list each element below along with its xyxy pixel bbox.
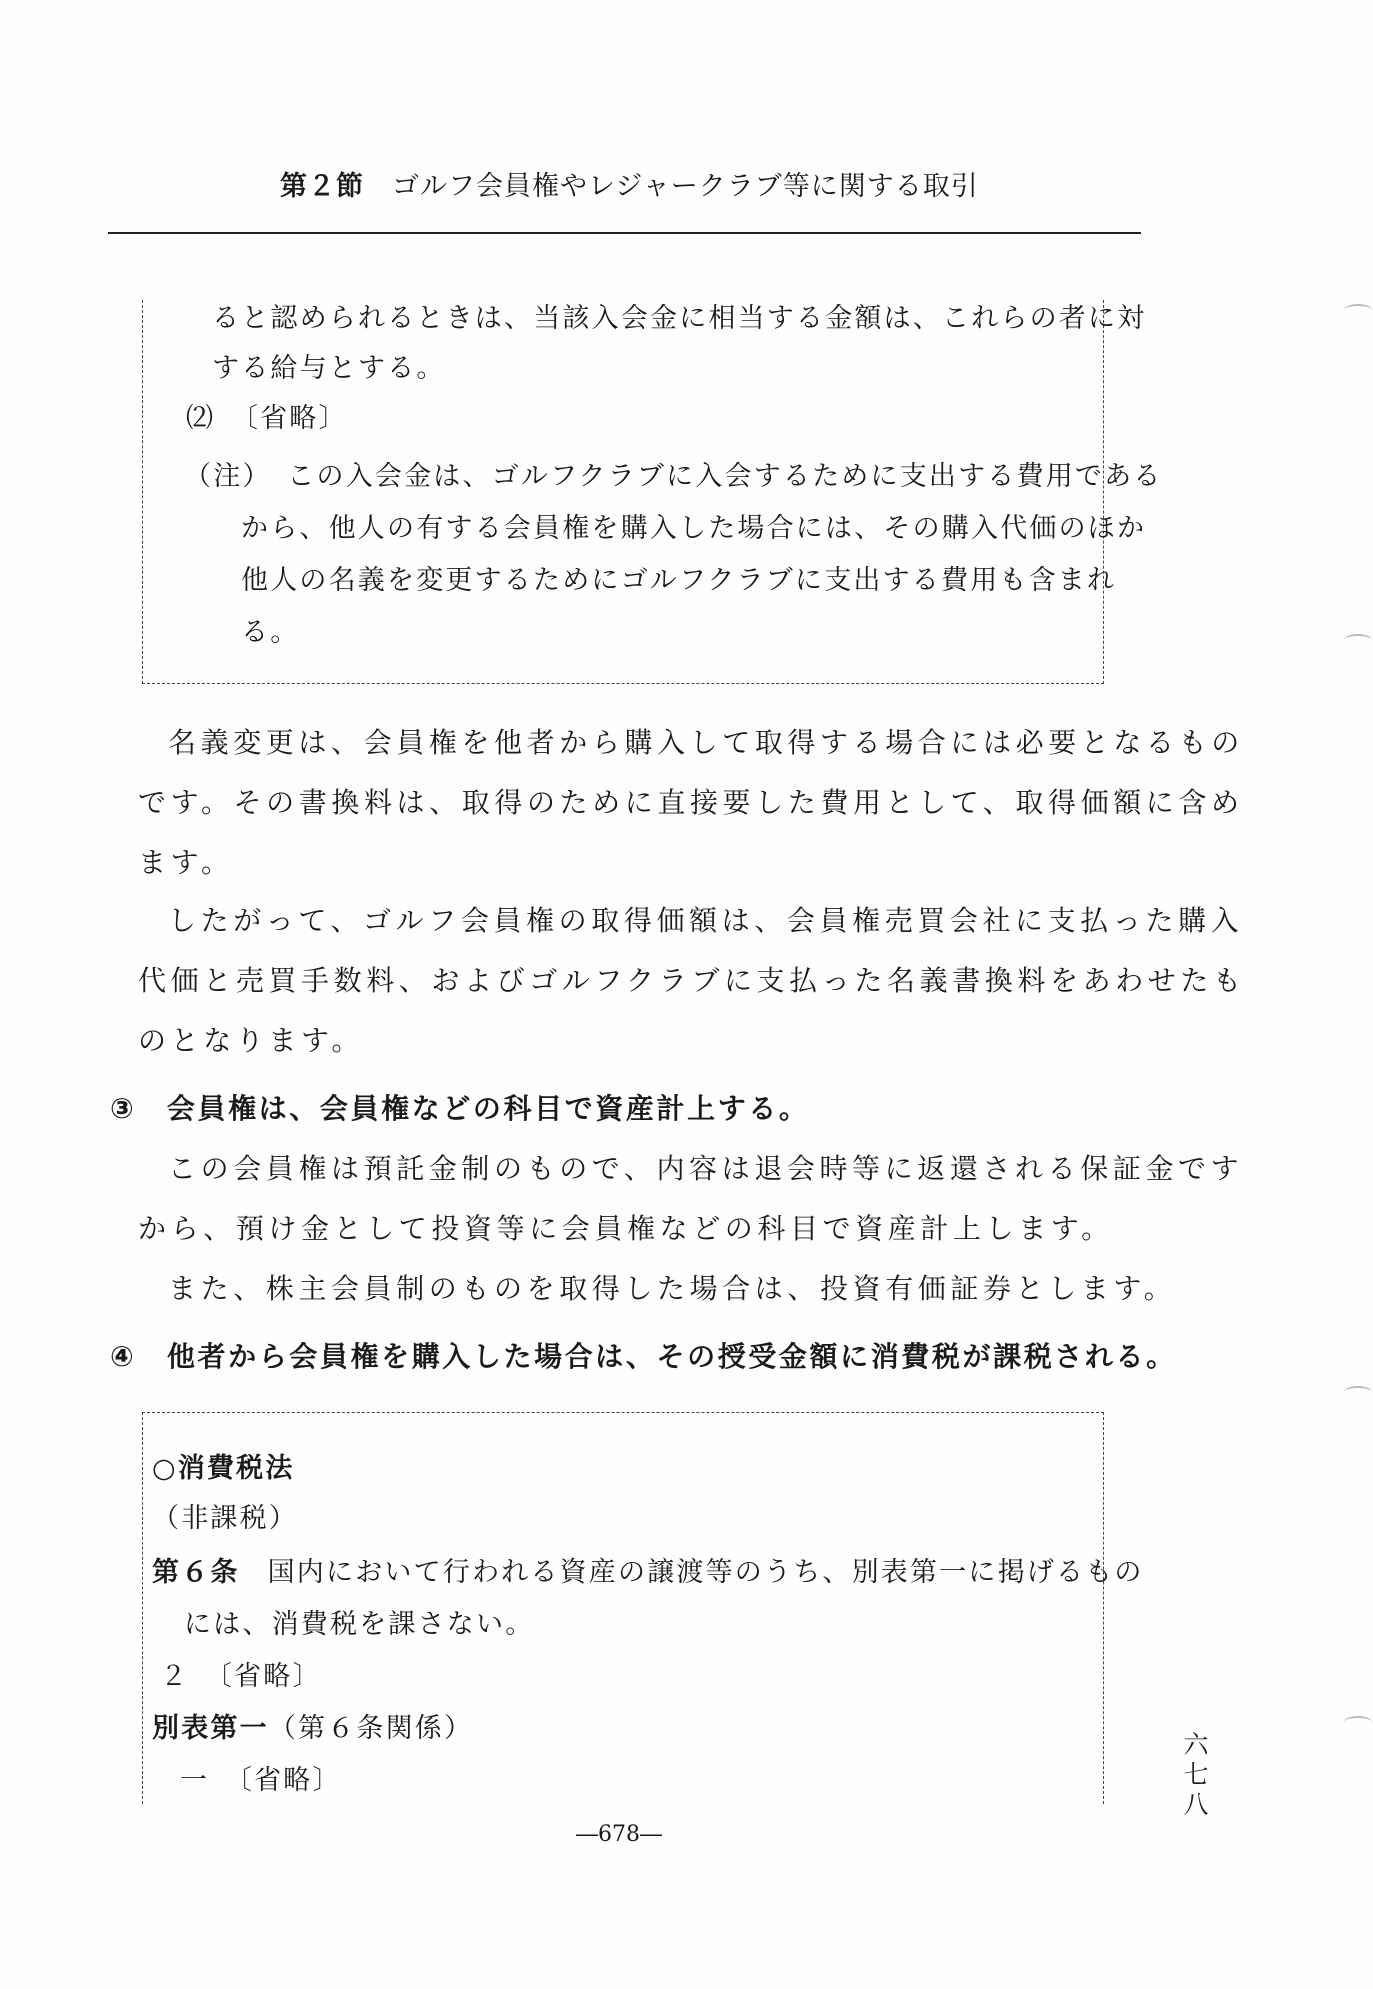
body-line: ます。	[138, 846, 234, 879]
side-digit: 八	[1183, 1790, 1209, 1819]
section-title: ゴルフ会員権やレジャークラブ等に関する取引	[392, 171, 979, 202]
law-title: ○消費税法	[152, 1453, 295, 1484]
scan-mark	[1344, 1386, 1372, 1398]
body-line: したがって、ゴルフ会員権の取得価額は、会員権売買会社に支払った購入	[168, 904, 1244, 937]
side-digit: 六	[1183, 1730, 1209, 1759]
law-caption: （非課税）	[152, 1503, 298, 1534]
side-digit: 七	[1183, 1760, 1209, 1789]
quote-note-line: から、他人の有する会員権を購入した場合には、その購入代価のほか	[241, 513, 1147, 544]
scan-mark	[1344, 304, 1372, 316]
body-line: この会員権は預託金制のもので、内容は退会時等に返還される保証金です	[168, 1152, 1244, 1185]
article-continuation: には、消費税を課さない。	[184, 1609, 535, 1640]
quote-line: ると認められるときは、当該入会金に相当する金額は、これらの者に対	[212, 303, 1147, 334]
quote-note-line: る。	[241, 617, 300, 648]
scan-mark	[1344, 634, 1372, 646]
side-page-number	[1181, 1730, 1211, 1820]
table-label: 別表第一	[152, 1713, 269, 1744]
page-number: ―678―	[576, 1822, 662, 1847]
quote-item: ⑵ 〔省略〕	[186, 403, 348, 434]
law-article	[152, 1556, 1144, 1590]
article-text: 国内において行われる資産の譲渡等のうち、別表第一に掲げるもの	[267, 1557, 1144, 1588]
article-label: 第６条	[152, 1557, 240, 1588]
section-number: 第２節	[280, 171, 364, 202]
scan-mark	[1344, 1716, 1372, 1728]
section-heading-4: ④ 他者から会員権を購入した場合は、その授受金額に消費税が課税される。	[110, 1340, 1177, 1373]
law-item-1: 一 〔省略〕	[180, 1765, 342, 1796]
body-line: です。その書換料は、取得のために直接要した費用として、取得価額に含め	[138, 786, 1244, 819]
page-header	[280, 164, 979, 203]
body-line: また、株主会員制のものを取得した場合は、投資有価証券とします。	[168, 1272, 1177, 1305]
quote-note-line: 他人の名義を変更するためにゴルフクラブに支出する費用も含まれ	[241, 565, 1117, 596]
body-line: 名義変更は、会員権を他者から購入して取得する場合には必要となるもの	[168, 726, 1244, 759]
appended-table	[152, 1712, 473, 1746]
body-line: から、預け金として投資等に会員権などの科目で資産計上します。	[138, 1212, 1114, 1245]
body-line: のとなります。	[138, 1024, 364, 1057]
quote-note: （注） この入会金は、ゴルフクラブに入会するために支出する費用である	[184, 461, 1163, 492]
body-line: 代価と売買手数料、およびゴルフクラブに支払った名義書換料をあわせたも	[138, 964, 1246, 997]
law-item-2: ２ 〔省略〕	[160, 1661, 322, 1692]
section-heading-3: ③ 会員権は、会員権などの科目で資産計上する。	[110, 1092, 810, 1125]
quote-line: する給与とする。	[212, 353, 446, 384]
table-ref: （第６条関係）	[268, 1713, 474, 1744]
header-rule	[108, 232, 1141, 234]
